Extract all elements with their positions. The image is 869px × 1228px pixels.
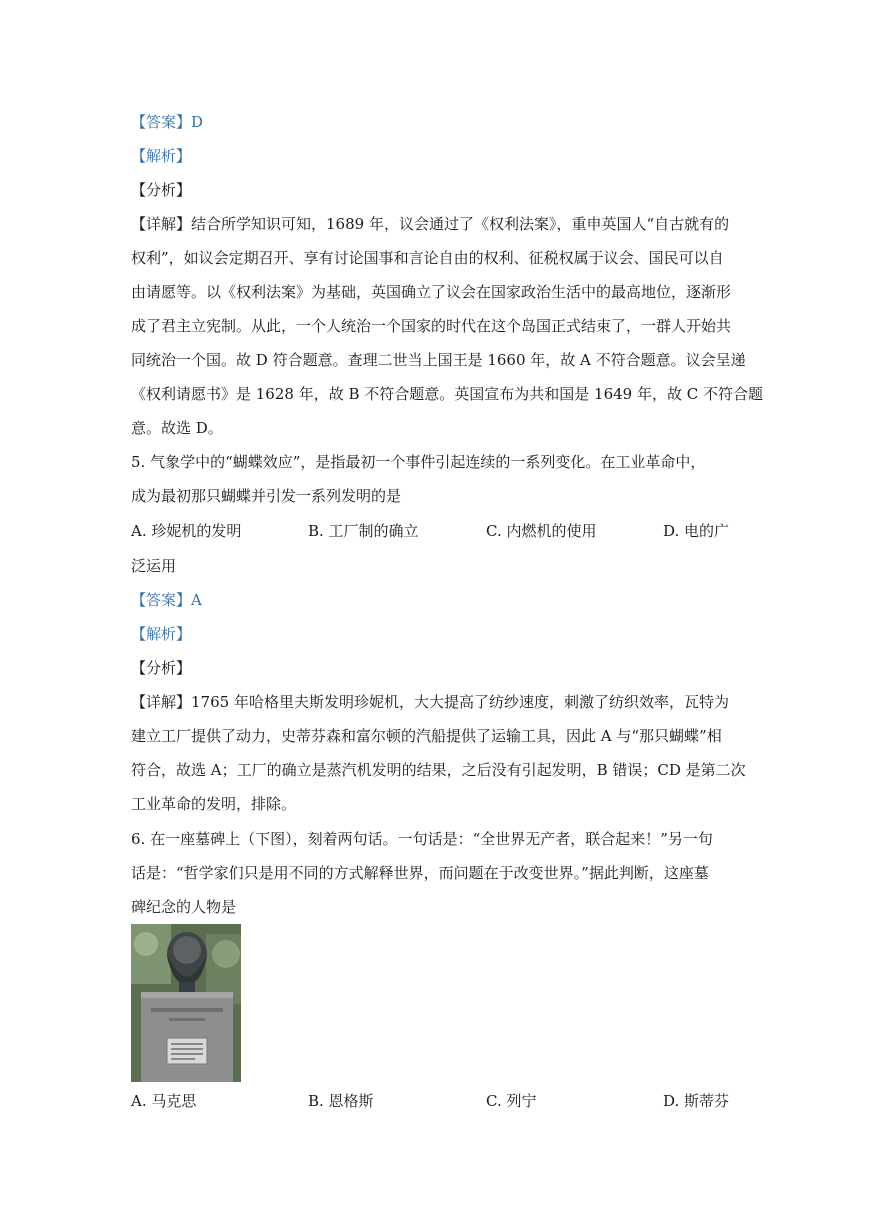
q4-detail-line: 同统治一个国。故 D 符合题意。查理二世当上国王是 1660 年，故 A 不符合题意。议会呈递	[131, 351, 746, 369]
q5-option-d-wrap: 泛运用	[131, 557, 177, 575]
q4-detail-line: 权利”，如议会定期召开、享有讨论国事和言论自由的权利、征税权属于议会、国民可以自	[131, 249, 724, 267]
q6-stem-line: 碑纪念的人物是	[131, 898, 237, 916]
q6-option-c: C. 列宁	[486, 1092, 537, 1110]
q5-option-b: B. 工厂制的确立	[308, 522, 419, 540]
q4-detail-line: 由请愿等。以《权利法案》为基础，英国确立了议会在国家政治生活中的最高地位，逐渐形	[131, 283, 732, 301]
q4-detail-line: 意。故选 D。	[131, 419, 223, 437]
tombstone-photo	[131, 924, 241, 1082]
q4-detail-line: 【详解】结合所学知识可知，1689 年，议会通过了《权利法案》，重申英国人“自古就有的	[131, 215, 730, 233]
q5-stem-line: 成为最初那只蝴蝶并引发一系列发明的是	[131, 487, 402, 505]
q5-detail-line: 符合，故选 A；工厂的确立是蒸汽机发明的结果，之后没有引起发明，B 错误；CD 是第二次	[131, 761, 746, 779]
q5-detail-line: 【详解】1765 年哈格里夫斯发明珍妮机，大大提高了纺纱速度，刺激了纺织效率，瓦特为	[131, 693, 729, 711]
q6-option-d: D. 斯蒂芬	[663, 1092, 730, 1110]
q4-answer-label: 【答案】D	[131, 113, 204, 131]
q6-option-a: A. 马克思	[131, 1092, 197, 1110]
q4-detail-line: 《权利请愿书》是 1628 年，故 B 不符合题意。英国宣布为共和国是 1649 年，故 C 不符合题	[131, 385, 763, 403]
q5-analysis-label: 【解析】	[131, 625, 192, 643]
q6-stem-line: 话是：“哲学家们只是用不同的方式解释世界，而问题在于改变世界。”据此判断，这座墓	[131, 864, 709, 882]
q4-analysis-label: 【解析】	[131, 147, 192, 165]
q5-option-c: C. 内燃机的使用	[486, 522, 597, 540]
q5-detail-line: 工业革命的发明，排除。	[131, 795, 297, 813]
q5-stem-line: 5. 气象学中的“蝴蝶效应”，是指最初一个事件引起连续的一系列变化。在工业革命中，	[131, 453, 706, 471]
q6-stem-line: 6. 在一座墓碑上（下图），刻着两句话。一句话是：“全世界无产者，联合起来！”另一句	[131, 830, 713, 848]
q6-option-b: B. 恩格斯	[308, 1092, 374, 1110]
tombstone-photo-icon	[131, 924, 241, 1082]
q5-option-d: D. 电的广	[663, 522, 730, 540]
q4-detail-line: 成了君主立宪制。从此，一个人统治一个国家的时代在这个岛国正式结束了，一群人开始共	[131, 317, 732, 335]
q5-detail-line: 建立工厂提供了动力，史蒂芬森和富尔顿的汽船提供了运输工具，因此 A 与“那只蝴蝶”相	[131, 727, 722, 745]
q5-answer-label: 【答案】A	[131, 591, 202, 609]
q5-fenxi-label: 【分析】	[131, 659, 192, 677]
q5-option-a: A. 珍妮机的发明	[131, 522, 242, 540]
q4-fenxi-label: 【分析】	[131, 181, 192, 199]
